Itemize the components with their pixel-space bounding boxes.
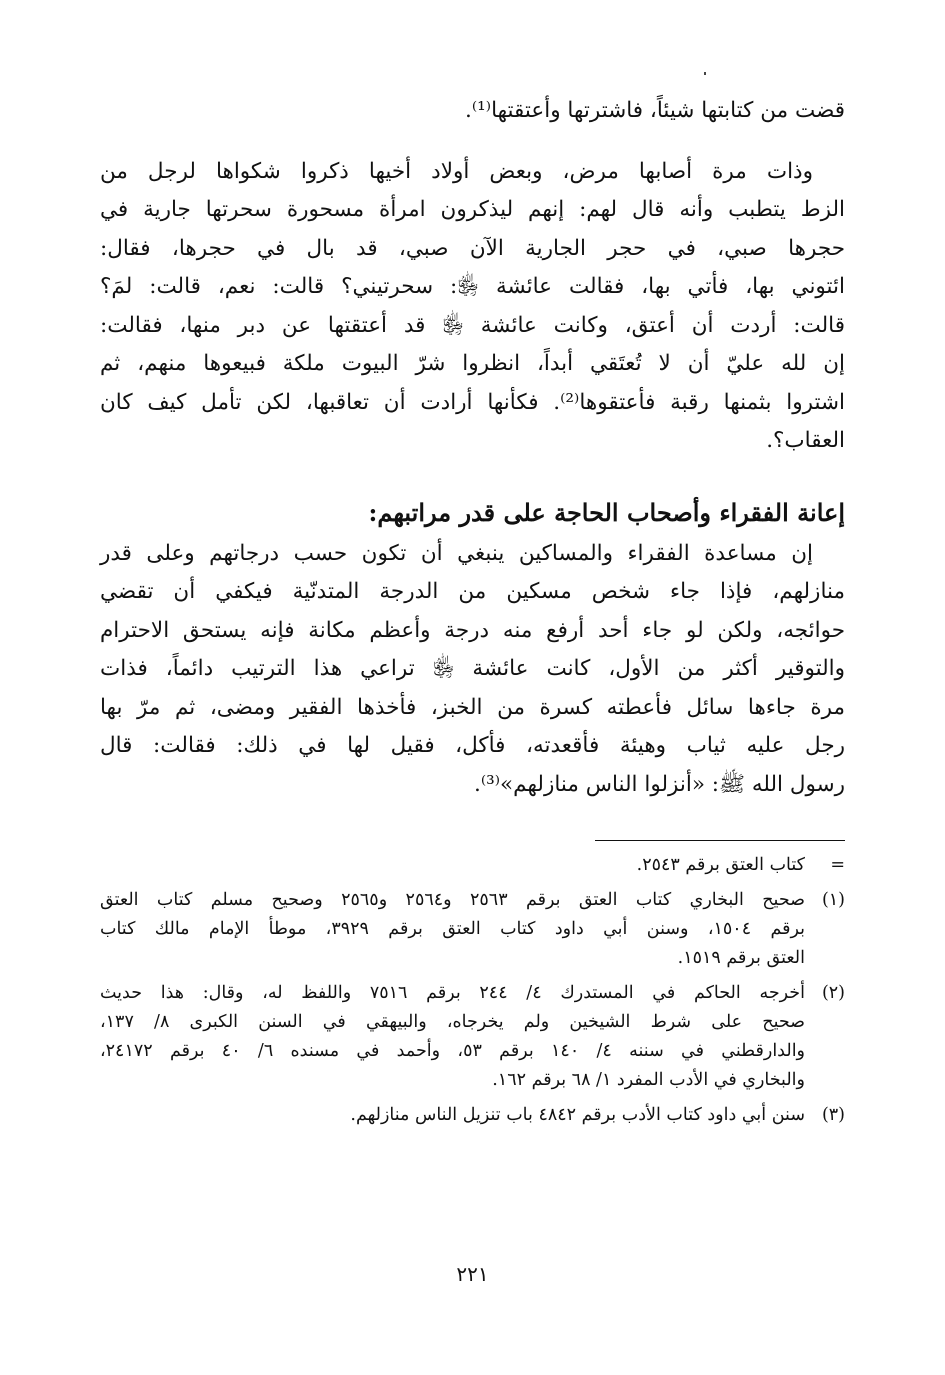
footnote-line: برقم ١٥٠٤، وسنن أبي داود كتاب العتق برقم ٣٩٢٩، موطأ الإمام مالك كتاب bbox=[100, 919, 806, 939]
paragraph-illness-story bbox=[100, 153, 845, 461]
footnote-line: أخرجه الحاكم في المستدرك ٤/ ٢٤٤ برقم ٧٥١٦ واللفظ له، وقال: هذا حديث bbox=[100, 983, 805, 1003]
footnote-divider bbox=[595, 840, 845, 841]
footnote-line: والبخاري في الأدب المفرد ١/ ٦٨ برقم ١٦٢. bbox=[492, 1070, 805, 1090]
scan-speck bbox=[704, 72, 706, 75]
footnote-line: العتق برقم ١٥١٩. bbox=[677, 948, 805, 968]
text-line: اشتروا بثمنها رقبة فأعتقوها⁽²⁾. فكأنها أرادت أن تعاقبها، لكن تأمل كيف كان bbox=[100, 389, 845, 415]
footnote-marker: = bbox=[830, 855, 845, 875]
footnote-marker: (١) bbox=[821, 890, 845, 910]
footnote-line: سنن أبي داود كتاب الأدب برقم ٤٨٤٢ باب تنزيل الناس منازلهم. bbox=[350, 1105, 805, 1125]
paragraph-continuation bbox=[100, 92, 845, 131]
book-page bbox=[100, 80, 845, 1130]
text-line: العقاب؟. bbox=[766, 428, 845, 453]
text-line: منازلهم، فإذا جاء شخص مسكين من الدرجة المتدنّية فيكفي أن تقضي bbox=[100, 579, 845, 604]
footnotes bbox=[100, 851, 845, 1130]
footnote-marker: (٢) bbox=[821, 983, 845, 1003]
text-line: الزط يتطبب وأنه قال لهم: إنهم ليذكرون امرأة مسحورة سحرتها جارية في bbox=[100, 197, 845, 222]
text-line: إن لله عليّ أن لا تُعتَقي أبداً، انظروا شرّ البيوت ملكة فبيعوها منهم، ثم bbox=[100, 351, 845, 376]
text-line: حوائجه، ولكن لو جاء أحد أرفع منه درجة وأعظم مكانة فإنه يستحق الاحترام bbox=[100, 617, 845, 643]
text-line: قالت: أردت أن أعتق، وكانت عائشة ﵂ قد أعتقتها عن دبر منها، فقالت: bbox=[100, 312, 845, 338]
text-line: قضت من كتابتها شيئاً، فاشترتها وأعتقتها⁽¹⁾. bbox=[465, 98, 845, 123]
text-line: والتوقير أكثر من الأول، كانت عائشة ﵂ تراعي هذا الترتيب دائماً، فذات bbox=[100, 656, 845, 681]
footnote-marker: (٣) bbox=[821, 1105, 845, 1125]
text-line: وذات مرة أصابها مرض، وبعض أولاد أخيها ذكروا شكواها لرجل من bbox=[100, 158, 813, 184]
paragraph-helping-the-poor bbox=[100, 535, 845, 805]
footnote-line: والدارقطني في سننه ٤/ ١٤٠ برقم ٥٣، وأحمد في مسنده ٦/ ٤٠ برقم ٢٤١٧٢، bbox=[100, 1041, 806, 1061]
footnote-line: صحيح على شرط الشيخين ولم يخرجاه، والبيهقي في السنن الكبرى ٨/ ١٣٧، bbox=[100, 1012, 806, 1032]
text-line: ائتوني بها، فأتي بها، فقالت عائشة ﵂: سحرتيني؟ قالت: نعم، قالت: لمَ؟ bbox=[100, 274, 845, 299]
section-heading: إعانة الفقراء وأصحاب الحاجة على قدر مراتبهم: bbox=[368, 497, 845, 527]
page-number: ٢٢١ bbox=[456, 1262, 489, 1286]
text-line: رجل عليه ثياب وهيئة فأقعدته، فأكل، فقيل لها في ذلك: فقالت: قال bbox=[100, 733, 845, 758]
footnote-3 bbox=[100, 1101, 845, 1130]
text-line: مرة جاءها سائل فأعطته كسرة من الخبز، فأخذها الفقير ومضى، ثم مرّ بها bbox=[100, 694, 845, 720]
text-line: إن مساعدة الفقراء والمساكين ينبغي أن تكون حسب درجاتهم وعلى قدر bbox=[100, 540, 813, 566]
text-line: حجرها صبي، في حجر الجارية الآن صبي، قد بال في حجرها، فقال: bbox=[100, 235, 845, 261]
footnote-continuation bbox=[100, 851, 845, 880]
footnote-line: صحيح البخاري كتاب العتق برقم ٢٥٦٣ و٢٥٦٤ و٢٥٦٥ وصحيح مسلم كتاب العتق bbox=[100, 890, 805, 910]
text-line: رسول الله ﷺ: «أنزلوا الناس منازلهم»⁽³⁾. bbox=[474, 771, 845, 797]
footnote-1 bbox=[100, 886, 845, 973]
footnote-line: كتاب العتق برقم ٢٥٤٣. bbox=[636, 855, 805, 875]
footnote-2 bbox=[100, 979, 845, 1095]
